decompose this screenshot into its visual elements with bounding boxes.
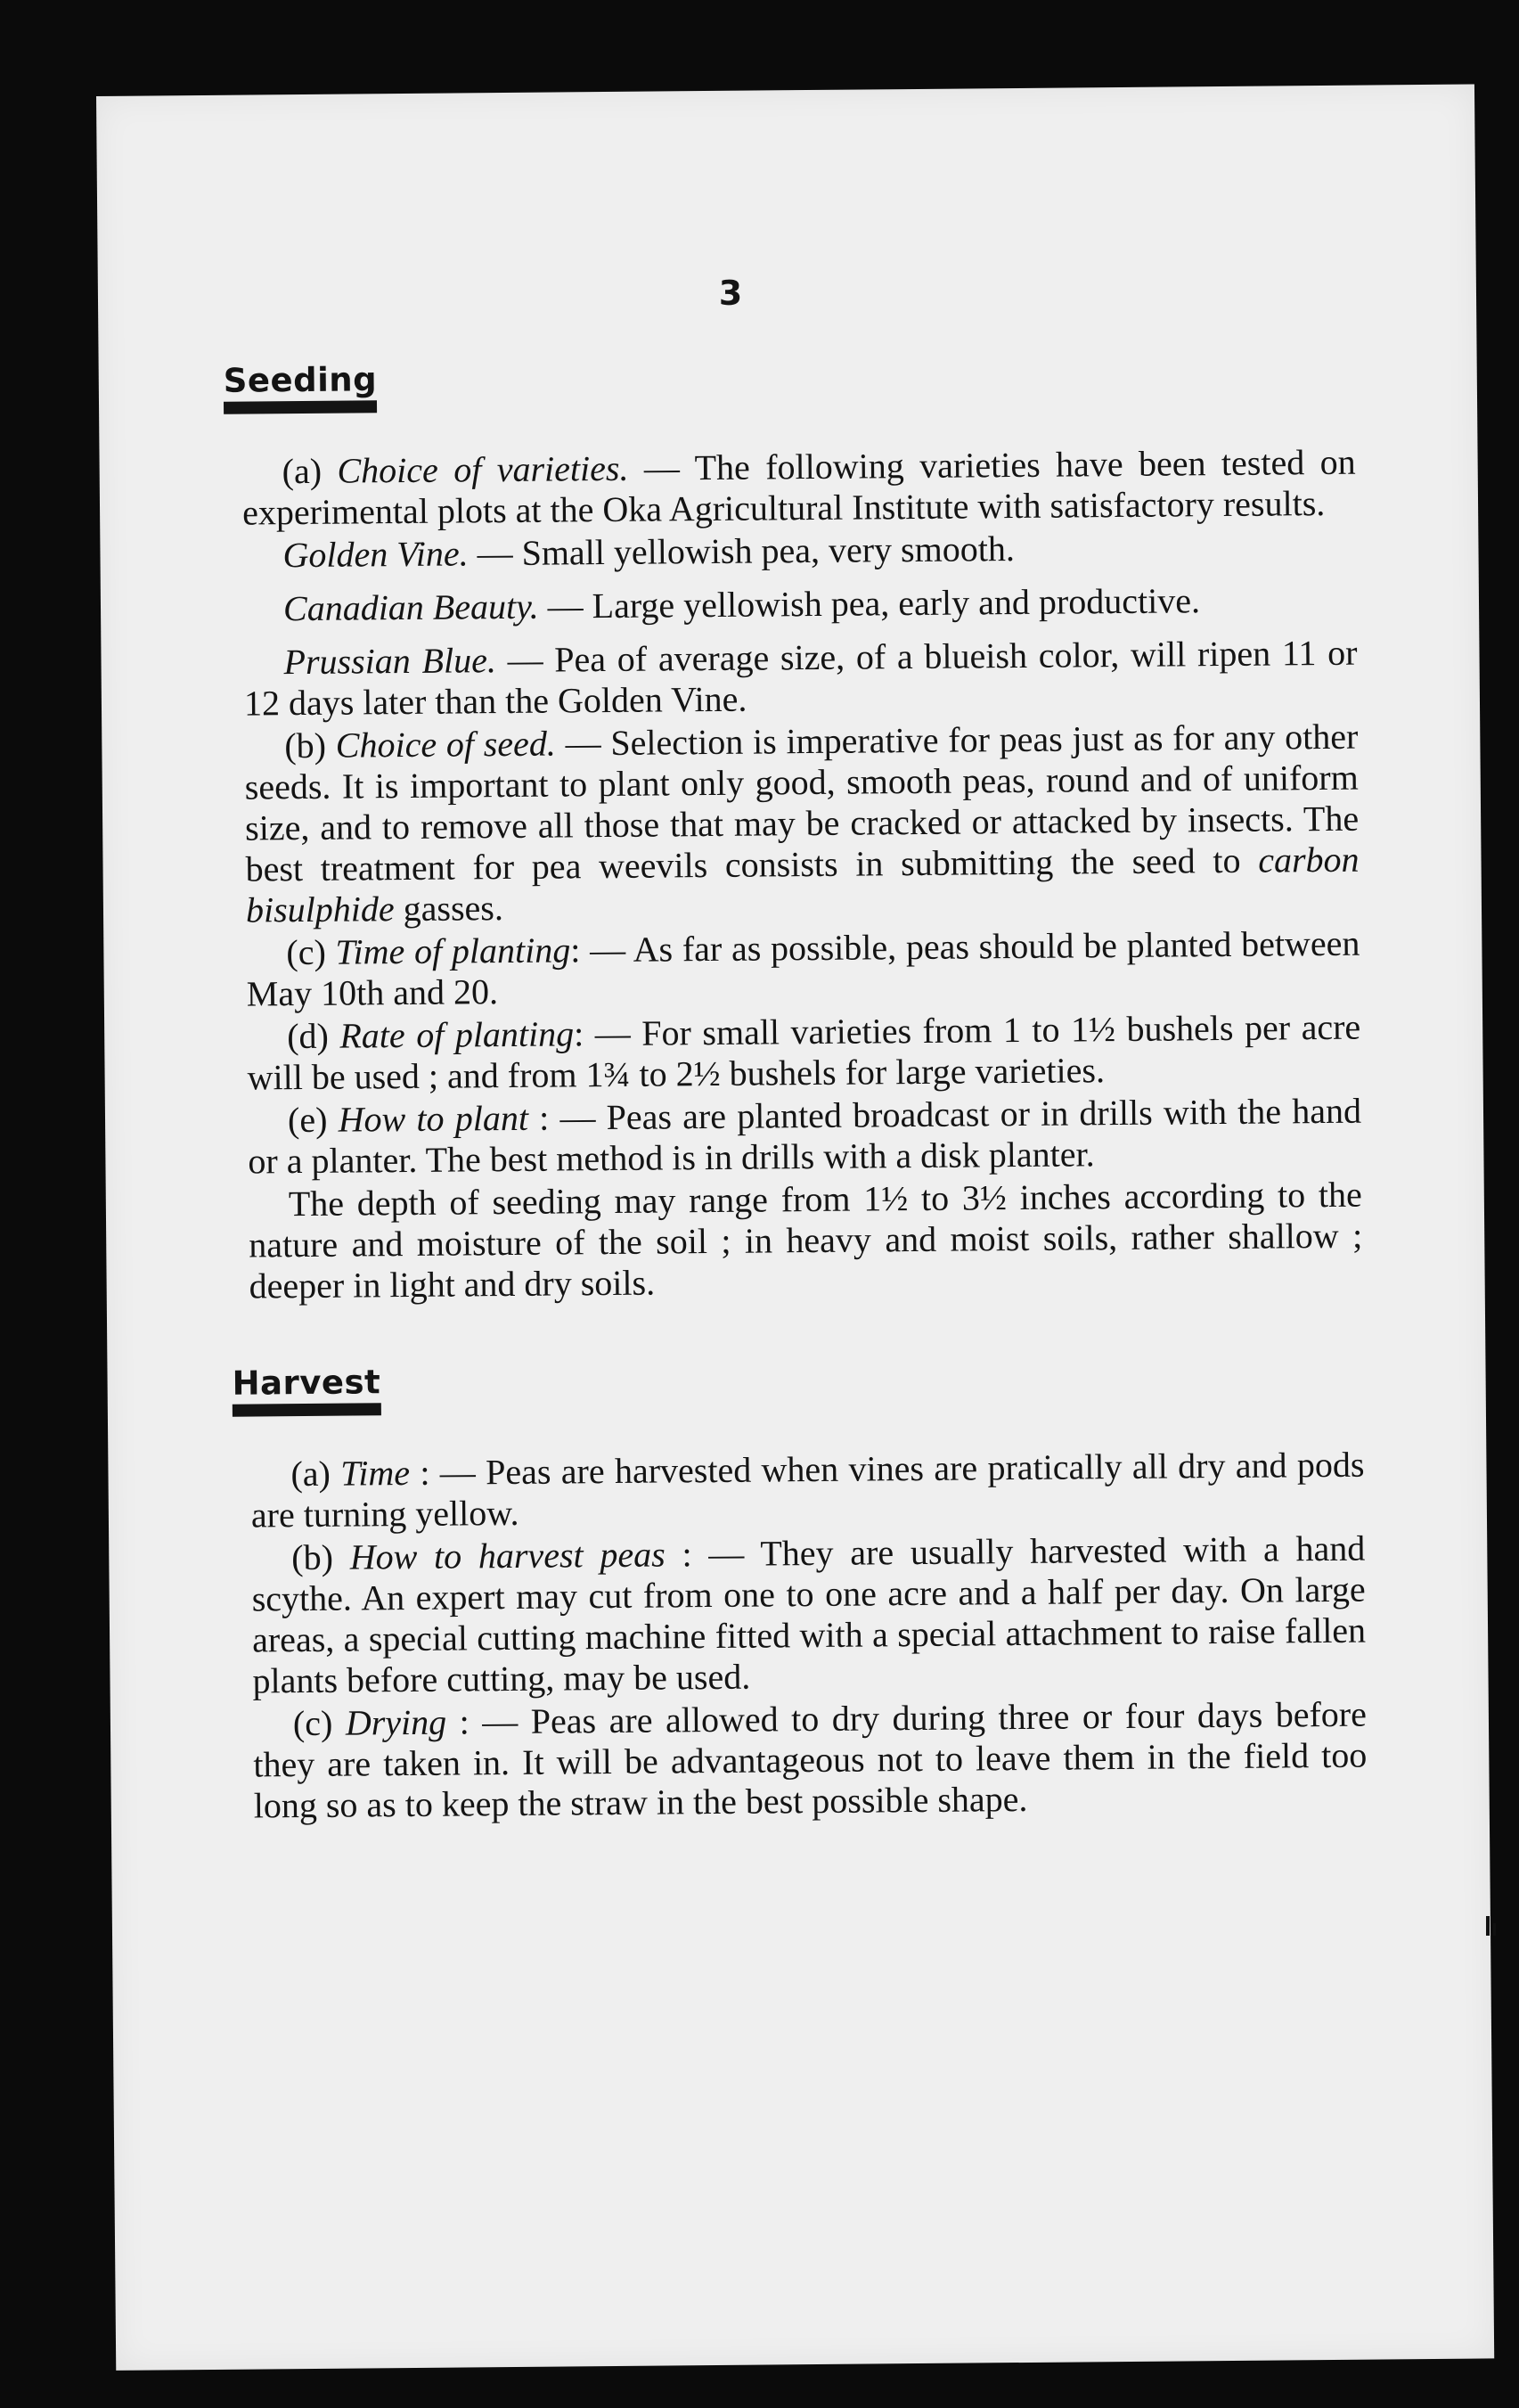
item-text: : — Peas are allowed to dry during three or four days before they are taken in. It will be advantageous not to leave them in the field too long so as to keep the straw in the best possible shape. [253, 1693, 1368, 1826]
item-title: Rate of planting [339, 1013, 575, 1056]
item-label: (a) [282, 450, 338, 492]
item-label: (d) [287, 1015, 340, 1057]
item-title: How to harvest peas [349, 1534, 666, 1577]
item-label: (c) [286, 931, 336, 973]
item-title: Time [340, 1452, 411, 1494]
item-text: : — Peas are harvested when vines are pratically all dry and pods are turning yellow. [250, 1444, 1365, 1536]
page-content [223, 268, 1368, 1829]
variety-name: Prussian Blue. [283, 640, 497, 683]
document-page [96, 85, 1494, 2371]
section-heading-harvest: Harvest [232, 1363, 380, 1416]
item-label: (c) [292, 1702, 347, 1744]
paragraph-prussian-blue [243, 633, 1358, 725]
item-text: — The following varieties have been tested on experimental plots at the Oka Agricultural Institute with satisfactory results. [241, 441, 1356, 533]
paragraph-choice-of-seed [244, 717, 1360, 931]
item-text: — Selection is imperative for peas just as for any other seeds. It is important to plant only good, smooth peas, round and of uniform size, and to remove all those that may be cracked or attacked by insects. The best treatment for pea weevils consists in submitting the seed to [244, 716, 1360, 889]
paragraph-rate-of-planting [247, 1007, 1361, 1099]
variety-name: Golden Vine. [282, 533, 469, 576]
variety-description: — Pea of average size, of a blueish color, will ripen 11 or 12 days later than the Golden Vine. [243, 632, 1358, 724]
paragraph-harvest-time [250, 1445, 1365, 1536]
item-title: Drying [345, 1701, 447, 1743]
scan-artifact [1486, 1916, 1490, 1936]
item-label: (b) [284, 725, 336, 766]
section-heading-seeding: Seeding [224, 360, 378, 414]
variety-description: — Small yellowish pea, very smooth. [468, 528, 1016, 574]
item-text: : — For small varieties from 1 to 1½ bushels per acre will be used ; and from 1¾ to 2½ bushels for large varieties. [247, 1006, 1361, 1098]
item-title: Choice of seed. [335, 723, 557, 766]
item-title: Choice of varieties. [337, 447, 629, 491]
paragraph-golden-vine [242, 526, 1356, 577]
paragraph-choice-of-varieties [241, 442, 1356, 534]
paragraph-how-to-plant [248, 1091, 1362, 1183]
variety-name: Canadian Beauty. [282, 586, 539, 629]
page-number: 3 [718, 273, 743, 313]
item-title: Time of planting [335, 930, 571, 972]
paragraph-canadian-beauty [243, 579, 1357, 630]
item-label: (b) [291, 1536, 350, 1578]
item-text: : — They are usually harvested with a hand scythe. An expert may cut from one to one acre and a half per day. On large areas, a special cutting machine fitted with a special attachment to raise fallen plants before cutting, may be used. [251, 1528, 1367, 1701]
chemical-name: carbon bisulphide [245, 839, 1360, 930]
item-label: (e) [287, 1099, 339, 1141]
paragraph-time-of-planting [246, 923, 1360, 1015]
paragraph-drying [253, 1694, 1368, 1827]
item-title: How to plant [338, 1097, 529, 1140]
paragraph-how-to-harvest [251, 1528, 1367, 1702]
variety-description: — Large yellowish pea, early and productive. [538, 580, 1201, 627]
item-text: : — Peas are planted broadcast or in drills with the hand or a planter. The best method is in drills with a disk planter. [248, 1090, 1362, 1182]
item-text-end: gasses. [394, 888, 504, 930]
paragraph-seeding-depth: The depth of seeding may range from 1½ to 3½ inches according to the nature and moisture of the soil ; in heavy and moist soils, rather shallow ; deeper in light and dry soils. [249, 1174, 1363, 1306]
item-text: : — As far as possible, peas should be planted between May 10th and 20. [246, 922, 1360, 1014]
scan-artifact [1493, 1923, 1496, 1936]
item-label: (a) [290, 1453, 341, 1495]
